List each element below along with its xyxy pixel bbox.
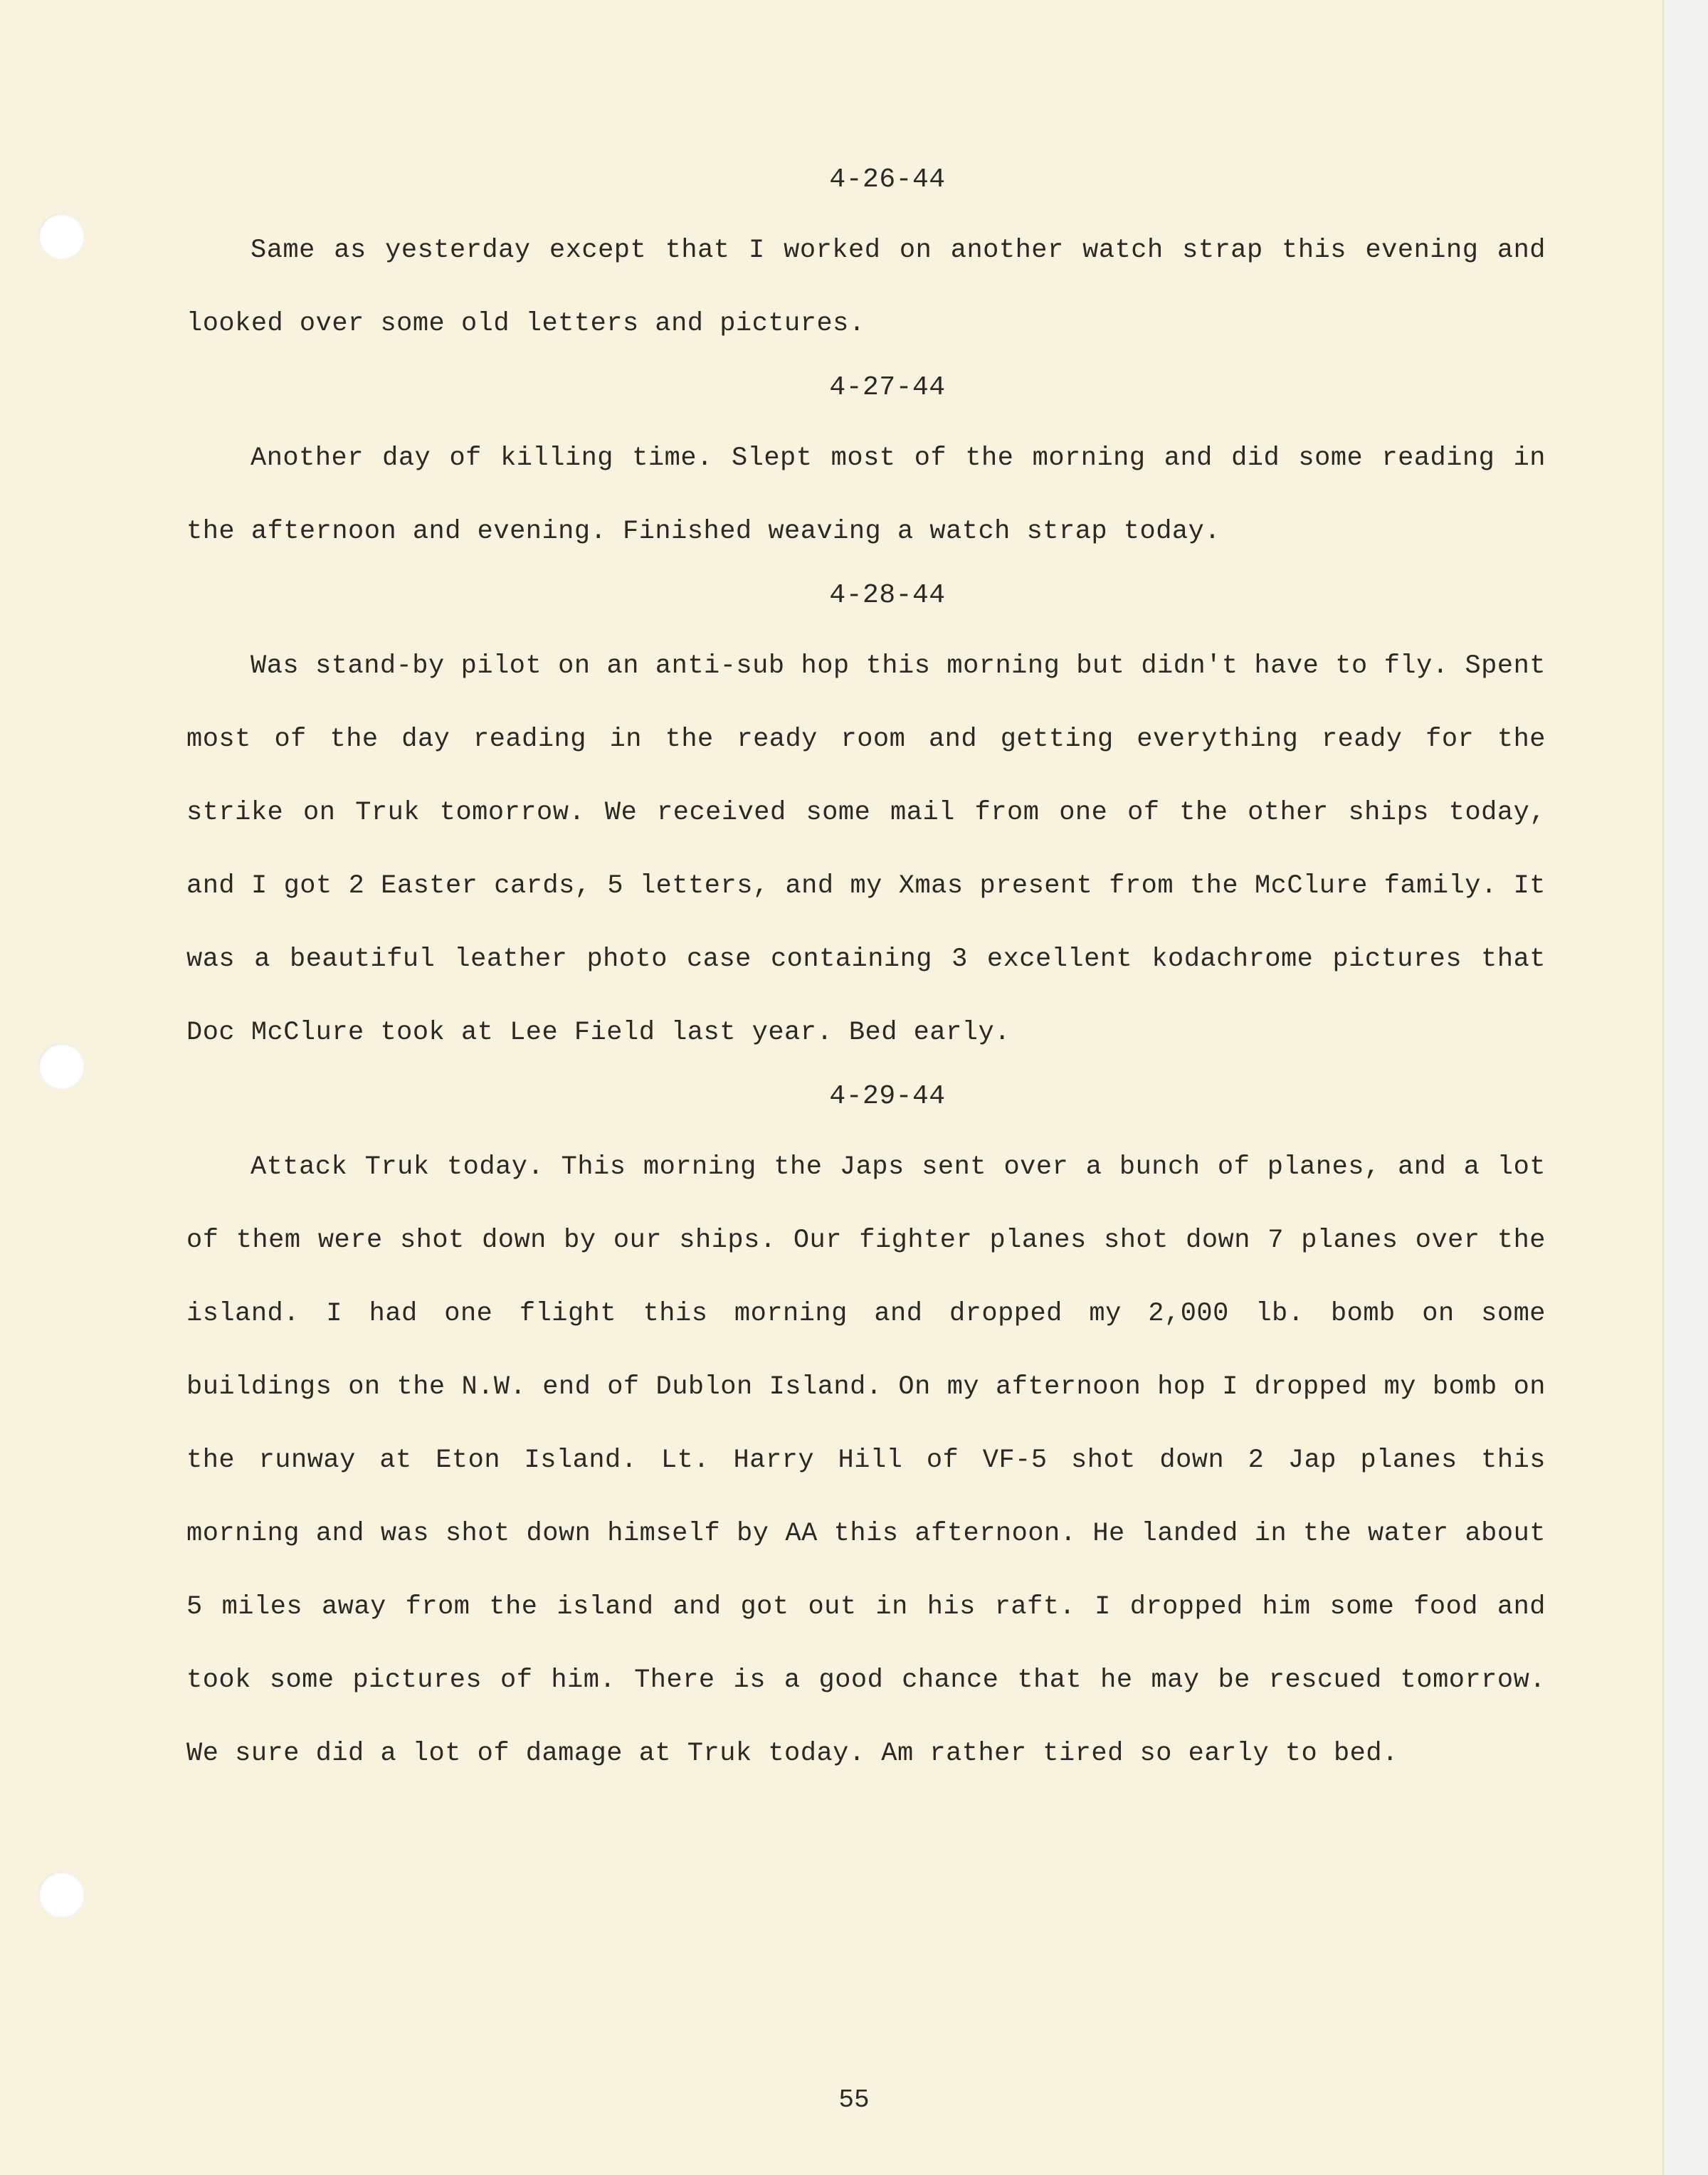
- entry-text: Attack Truk today. This morning the Japs sent over a bunch of planes, and a lot of them were shot down by our ships. Our fighter planes shot down 7 planes over the island. I had one flight this morning and dropped my 2,000 lb. bomb on some buildings on the N.W. end of Dublon Island. On my afternoon hop I dropped my bomb on the runway at Eton Island. Lt. Harry Hill of VF-5 shot down 2 Jap planes this morning and was shot down himself by AA this afternoon. He landed in the water about 5 miles away from the island and got out in his raft. I dropped him some food and took some pictures of him. There is a good chance that he may be rescued tomorrow. We sure did a lot of damage at Truk today. Am rather tired so early to bed.: [186, 1152, 1546, 1769]
- binder-hole-top: [38, 214, 84, 259]
- entry-date: 4-26-44: [829, 164, 946, 195]
- diary-content: [186, 160, 1546, 1798]
- entry-date: 4-27-44: [829, 372, 946, 403]
- entry-text: Another day of killing time. Slept most of the morning and did some reading in the afternoon and evening. Finished weaving a watch strap today.: [186, 443, 1546, 547]
- entry-date: 4-29-44: [829, 1081, 946, 1112]
- diary-entry: [186, 1077, 1546, 1791]
- entry-date: 4-28-44: [829, 580, 946, 611]
- diary-entry: [186, 368, 1546, 569]
- binder-hole-middle: [38, 1043, 84, 1089]
- entry-text: Same as yesterday except that I worked on another watch strap this evening and looked over some old letters and pictures.: [186, 236, 1546, 339]
- page-number: 55: [838, 2085, 870, 2115]
- binder-hole-bottom: [38, 1872, 84, 1917]
- entry-text: Was stand-by pilot on an anti-sub hop this morning but didn't have to fly. Spent most of the day reading in the ready room and getting everything ready for the strike on Truk tomorrow. We received some mail from one of the other ships today, and I got 2 Easter cards, 5 letters, and my Xmas present from the McClure family. It was a beautiful leather photo case containing 3 excellent kodachrome pictures that Doc McClure took at Lee Field last year. Bed early.: [186, 651, 1546, 1048]
- page-edge: [1664, 0, 1708, 2175]
- diary-entry: [186, 160, 1546, 361]
- diary-entry: [186, 576, 1546, 1070]
